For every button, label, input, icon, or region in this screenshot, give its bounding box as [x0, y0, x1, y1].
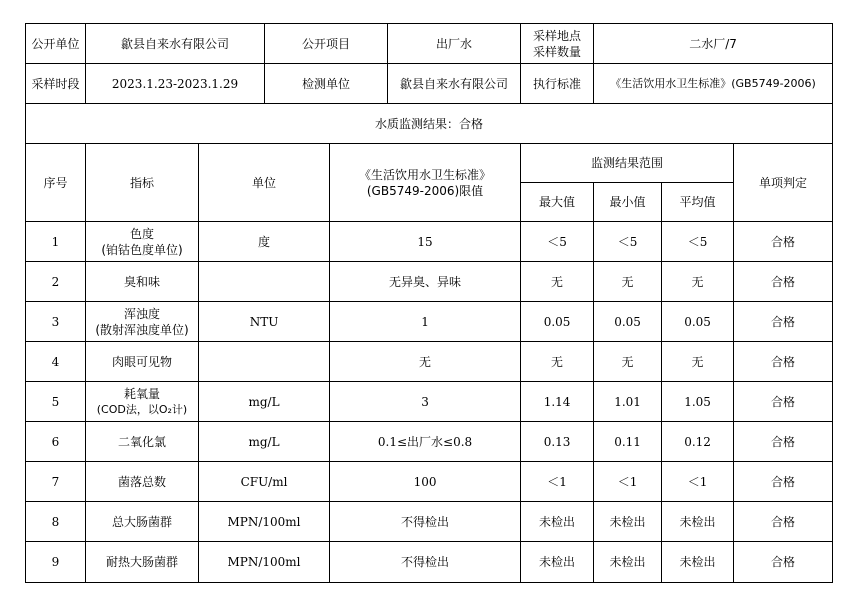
row-max: 0.05: [521, 302, 594, 342]
table-row: [26, 342, 833, 382]
row-indicator: 肉眼可见物: [86, 342, 199, 382]
col-unit: 单位: [199, 144, 330, 222]
row-avg: 1.05: [662, 382, 734, 422]
publish-item-value: 出厂水: [388, 24, 521, 64]
row-limit: 无异臭、异味: [330, 262, 521, 302]
row-judgement: 合格: [734, 222, 833, 262]
row-judgement: 合格: [734, 302, 833, 342]
row-judgement: 合格: [734, 462, 833, 502]
result-summary: 水质监测结果：合格: [26, 104, 833, 144]
sample-site-label-1: 采样地点: [533, 28, 582, 43]
row-min: ＜5: [594, 222, 662, 262]
sample-site-label: [521, 24, 594, 64]
row-no: 5: [26, 382, 86, 422]
row-avg: ＜5: [662, 222, 734, 262]
row-judgement: 合格: [734, 542, 833, 583]
row-indicator: 耗氧量 (COD法，以O₂计): [86, 382, 199, 422]
row-max: 未检出: [521, 542, 594, 583]
row-min: 0.11: [594, 422, 662, 462]
col-limit-line1: 《生活饮用水卫生标准》: [359, 167, 492, 182]
row-indicator: 色度 (铂钴色度单位): [86, 222, 199, 262]
period-value: 2023.1.23-2023.1.29: [86, 64, 265, 104]
header-row-2: [26, 64, 833, 104]
table-row: [26, 382, 833, 422]
row-min: 无: [594, 342, 662, 382]
row-max: 无: [521, 262, 594, 302]
table-row: [26, 262, 833, 302]
row-indicator: 臭和味: [86, 262, 199, 302]
row-indicator: 总大肠菌群: [86, 502, 199, 542]
row-no: 9: [26, 542, 86, 583]
col-limit: [330, 144, 521, 222]
row-min: 无: [594, 262, 662, 302]
table-row: [26, 222, 833, 262]
row-avg: 未检出: [662, 502, 734, 542]
row-min: ＜1: [594, 462, 662, 502]
row-limit: 3: [330, 382, 521, 422]
row-indicator: 菌落总数: [86, 462, 199, 502]
row-limit: 不得检出: [330, 542, 521, 583]
row-judgement: 合格: [734, 422, 833, 462]
col-min: 最小值: [594, 183, 662, 222]
row-max: 未检出: [521, 502, 594, 542]
table-row: [26, 422, 833, 462]
header-row-1: [26, 24, 833, 64]
test-unit-label: 检测单位: [265, 64, 388, 104]
row-no: 1: [26, 222, 86, 262]
sample-site-label-2: 采样数量: [533, 44, 582, 59]
row-no: 6: [26, 422, 86, 462]
row-limit: 1: [330, 302, 521, 342]
row-limit: 0.1≤出厂水≤0.8: [330, 422, 521, 462]
test-unit-value: 歙县自来水有限公司: [388, 64, 521, 104]
row-unit: [199, 262, 330, 302]
row-limit: 无: [330, 342, 521, 382]
water-quality-table: [25, 23, 833, 583]
row-judgement: 合格: [734, 262, 833, 302]
table-row: [26, 462, 833, 502]
col-max: 最大值: [521, 183, 594, 222]
row-min: 未检出: [594, 502, 662, 542]
row-no: 2: [26, 262, 86, 302]
row-avg: 0.12: [662, 422, 734, 462]
row-max: ＜1: [521, 462, 594, 502]
row-avg: 无: [662, 262, 734, 302]
col-limit-line2: (GB5749-2006)限值: [366, 183, 484, 198]
row-max: ＜5: [521, 222, 594, 262]
row-judgement: 合格: [734, 342, 833, 382]
col-avg: 平均值: [662, 183, 734, 222]
row-unit: mg/L: [199, 422, 330, 462]
standard-value: 《生活饮用水卫生标准》(GB5749-2006): [594, 64, 833, 104]
row-min: 1.01: [594, 382, 662, 422]
publish-item-label: 公开项目: [265, 24, 388, 64]
row-no: 3: [26, 302, 86, 342]
row-indicator: 耐热大肠菌群: [86, 542, 199, 583]
table-row: [26, 302, 833, 342]
row-max: 0.13: [521, 422, 594, 462]
column-header-row-1: [26, 144, 833, 183]
row-unit: NTU: [199, 302, 330, 342]
summary-row: [26, 104, 833, 144]
table-row: [26, 502, 833, 542]
row-no: 7: [26, 462, 86, 502]
row-unit: MPN/100ml: [199, 502, 330, 542]
row-no: 4: [26, 342, 86, 382]
row-limit: 不得检出: [330, 502, 521, 542]
row-unit: MPN/100ml: [199, 542, 330, 583]
row-judgement: 合格: [734, 502, 833, 542]
period-label: 采样时段: [26, 64, 86, 104]
row-avg: 0.05: [662, 302, 734, 342]
row-unit: [199, 342, 330, 382]
row-min: 未检出: [594, 542, 662, 583]
col-no: 序号: [26, 144, 86, 222]
standard-label: 执行标准: [521, 64, 594, 104]
row-avg: 无: [662, 342, 734, 382]
publish-unit-label: 公开单位: [26, 24, 86, 64]
row-indicator: 浑浊度 (散射浑浊度单位): [86, 302, 199, 342]
row-max: 1.14: [521, 382, 594, 422]
row-judgement: 合格: [734, 382, 833, 422]
row-unit: 度: [199, 222, 330, 262]
row-no: 8: [26, 502, 86, 542]
row-min: 0.05: [594, 302, 662, 342]
row-avg: ＜1: [662, 462, 734, 502]
col-indicator: 指标: [86, 144, 199, 222]
row-unit: mg/L: [199, 382, 330, 422]
row-limit: 15: [330, 222, 521, 262]
publish-unit-value: 歙县自来水有限公司: [86, 24, 265, 64]
sample-site-value: 二水厂/7: [594, 24, 833, 64]
row-indicator: 二氧化氯: [86, 422, 199, 462]
row-limit: 100: [330, 462, 521, 502]
col-range-group: 监测结果范围: [521, 144, 734, 183]
row-avg: 未检出: [662, 542, 734, 583]
row-unit: CFU/ml: [199, 462, 330, 502]
row-max: 无: [521, 342, 594, 382]
table-row: [26, 542, 833, 583]
col-judgement: 单项判定: [734, 144, 833, 222]
